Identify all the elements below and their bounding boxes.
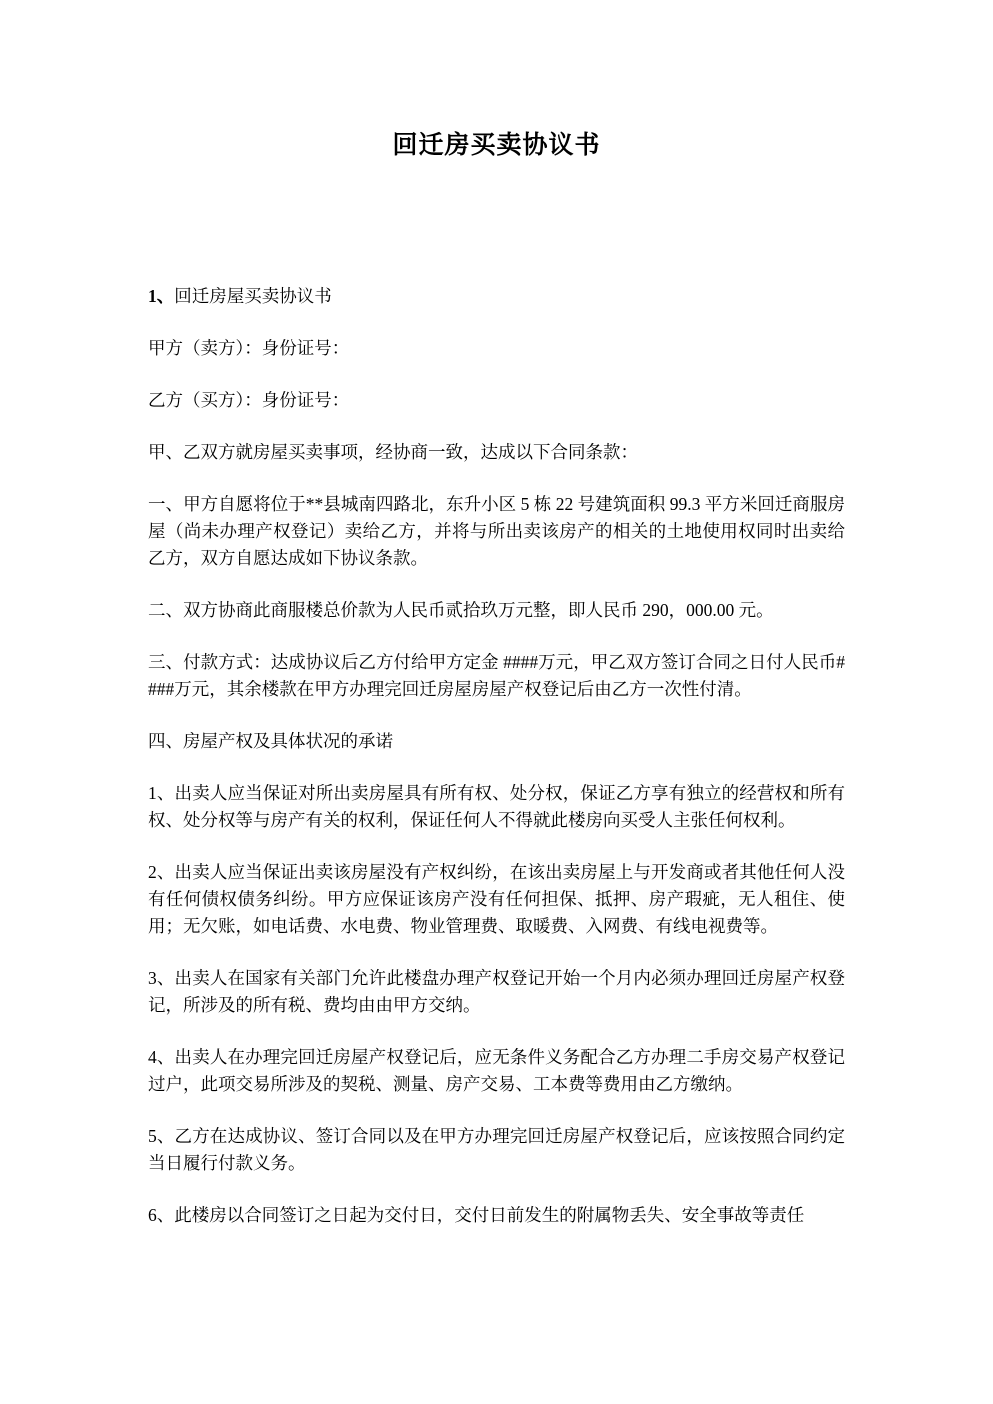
paragraph-clause-4: 四、房屋产权及具体状况的承诺 bbox=[148, 731, 393, 751]
paragraph-clause-3: 三、付款方式：达成协议后乙方付给甲方定金 ####万元，甲乙双方签订合同之日付人民币####万元，其余楼款在甲方办理完回迁房屋房屋产权登记后由乙方一次性付清。 bbox=[148, 652, 845, 699]
paragraph-clause-4-2: 2、出卖人应当保证出卖该房屋没有产权纠纷，在该出卖房屋上与开发商或者其他任何人没有任何债权债务纠纷。甲方应保证该房产没有任何担保、抵押、房产瑕疵，无人租住、使用；无欠账，如电话费、水电费、物业管理费、取暖费、入网费、有线电视费等。 bbox=[148, 862, 845, 936]
paragraph-preamble: 甲、乙双方就房屋买卖事项，经协商一致，达成以下合同条款： bbox=[148, 442, 638, 462]
section-heading-number: 1、 bbox=[148, 286, 175, 306]
paragraph-clause-4-3: 3、出卖人在国家有关部门允许此楼盘办理产权登记开始一个月内必须办理回迁房屋产权登记，所涉及的所有税、费均由由甲方交纳。 bbox=[148, 968, 845, 1015]
paragraph-clause-4-6: 6、此楼房以合同签订之日起为交付日，交付日前发生的附属物丢失、安全事故等责任 bbox=[148, 1205, 805, 1225]
document-body bbox=[148, 283, 845, 1229]
paragraph-clause-4-5: 5、乙方在达成协议、签订合同以及在甲方办理完回迁房屋产权登记后，应该按照合同约定当日履行付款义务。 bbox=[148, 1126, 845, 1173]
paragraph-clause-4-4: 4、出卖人在办理完回迁房屋产权登记后，应无条件义务配合乙方办理二手房交易产权登记过户，此项交易所涉及的契税、测量、房产交易、工本费等费用由乙方缴纳。 bbox=[148, 1047, 845, 1094]
paragraph-clause-1: 一、甲方自愿将位于**县城南四路北，东升小区 5 栋 22 号建筑面积 99.3 平方米回迁商服房屋（尚未办理产权登记）卖给乙方，并将与所出卖该房产的相关的土地使用权同时出卖给乙方，双方自愿达成如下协议条款。 bbox=[148, 494, 845, 568]
paragraph-clause-2: 二、双方协商此商服楼总价款为人民币贰拾玖万元整，即人民币 290，000.00 元。 bbox=[148, 600, 774, 620]
document-title: 回迁房买卖协议书 bbox=[392, 132, 601, 159]
paragraph-party-b: 乙方（买方）：身份证号： bbox=[148, 390, 350, 410]
section-heading-text: 回迁房屋买卖协议书 bbox=[174, 286, 332, 306]
section-heading bbox=[148, 283, 845, 310]
paragraph-party-a: 甲方（卖方）：身份证号： bbox=[148, 338, 350, 358]
paragraph-clause-4-1: 1、出卖人应当保证对所出卖房屋具有所有权、处分权，保证乙方享有独立的经营权和所有权、处分权等与房产有关的权利，保证任何人不得就此楼房向买受人主张任何权利。 bbox=[148, 783, 845, 830]
